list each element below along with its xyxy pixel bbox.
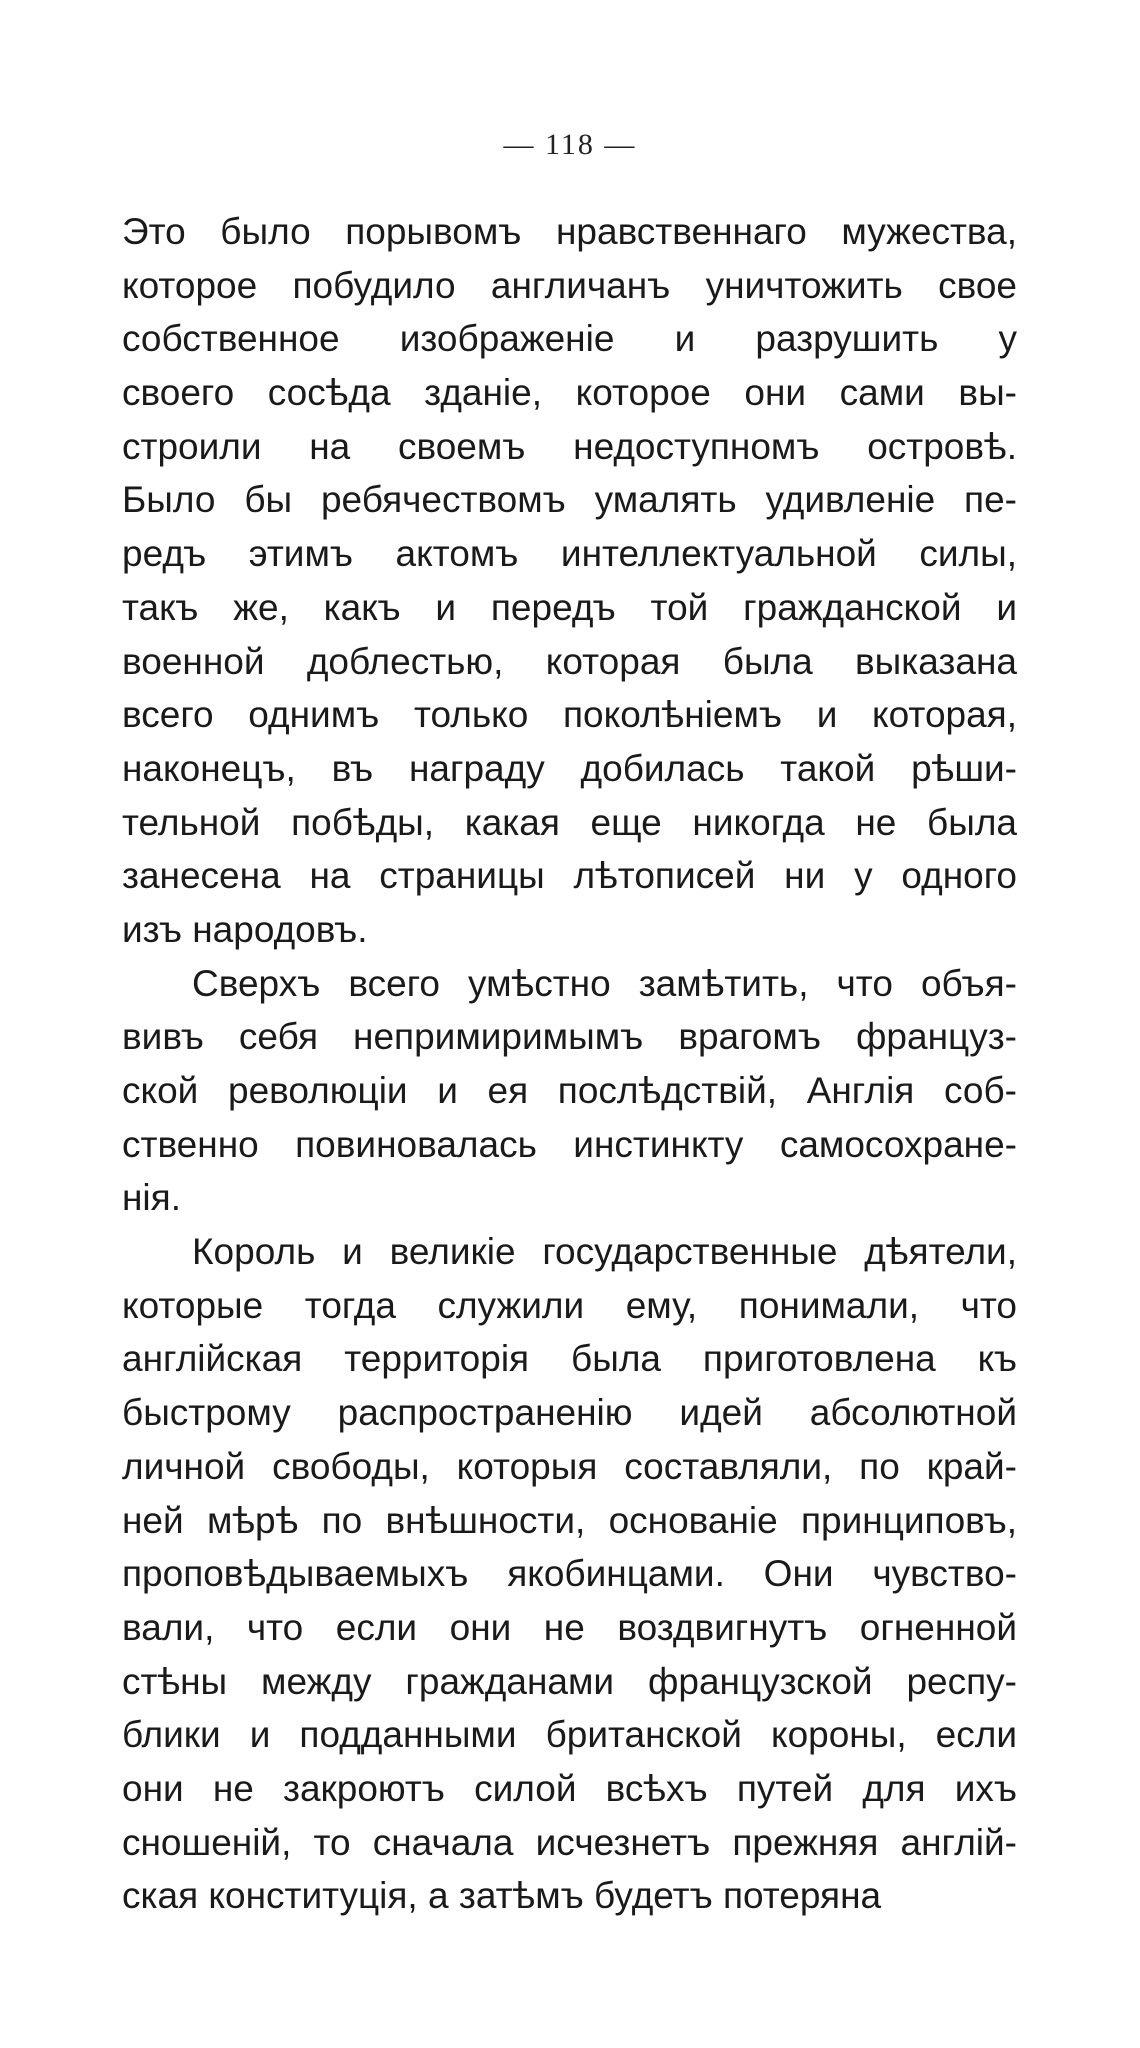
text-line: собственное изображеніе и разрушить у <box>122 318 1017 360</box>
text-line: военной доблестью, которая была выказана <box>122 640 1017 682</box>
text-line: быстрому распространенію идей абсолютной <box>122 1392 1017 1434</box>
paragraph <box>122 205 1017 957</box>
text-line: вали, что если они не воздвигнутъ огненной <box>122 1606 1017 1648</box>
text-line: изъ народовъ. <box>122 908 368 950</box>
paragraph <box>122 957 1017 1225</box>
text-line: тельной побѣды, какая еще никогда не была <box>122 801 1017 843</box>
text-line: блики и подданными британской короны, если <box>122 1714 1017 1756</box>
text-line: англійская территорія была приготовлена къ <box>122 1338 1017 1380</box>
text-line: вивъ себя непримиримымъ врагомъ француз- <box>122 1016 1017 1058</box>
text-line: наконецъ, въ награду добилась такой рѣши- <box>122 747 1017 789</box>
text-line: стѣны между гражданами французской респу- <box>122 1660 1017 1702</box>
paragraph <box>122 1225 1017 1923</box>
text-line: редъ этимъ актомъ интеллектуальной силы, <box>122 533 1017 575</box>
text-line: всего однимъ только поколѣніемъ и которая, <box>122 694 1017 736</box>
text-line: Это было порывомъ нравственнаго мужества, <box>122 211 1017 252</box>
text-line: которое побудило англичанъ уничтожить свое <box>122 264 1017 306</box>
text-line: своего сосѣда зданіе, которое они сами вы- <box>122 372 1017 414</box>
text-line: такъ же, какъ и передъ той гражданской и <box>122 586 1017 628</box>
text-line: Было бы ребячествомъ умалять удивленіе пе- <box>122 479 1017 521</box>
text-line: занесена на страницы лѣтописей ни у одного <box>122 855 1017 897</box>
text-line: сношеній, то сначала исчезнетъ прежняя англій- <box>122 1821 1017 1863</box>
text-line: ней мѣрѣ по внѣшности, основаніе принциповъ, <box>122 1499 1017 1541</box>
text-line: ственно повиновалась инстинкту самосохране- <box>122 1123 1017 1165</box>
text-line: Король и великіе государственные дѣятели, <box>192 1231 1017 1273</box>
text-line: личной свободы, которыя составляли, по край- <box>122 1445 1017 1487</box>
text-line: Сверхъ всего умѣстно замѣтить, что объя- <box>192 962 1017 1004</box>
text-line: проповѣдываемыхъ якобинцами. Они чувство- <box>122 1553 1017 1595</box>
text-line: которые тогда служили ему, понимали, что <box>122 1284 1017 1326</box>
page-number: — 118 — <box>503 128 637 161</box>
body-text <box>122 205 1017 1923</box>
text-line: строили на своемъ недоступномъ островѣ. <box>122 425 1017 467</box>
text-line: ская конституція, а затѣмъ будетъ потеряна <box>122 1875 882 1917</box>
text-line: ской революціи и ея послѣдствій, Англія соб- <box>122 1070 1017 1111</box>
text-line: они не закроютъ силой всѣхъ путей для ихъ <box>122 1767 1017 1809</box>
text-line: нія. <box>122 1177 181 1219</box>
